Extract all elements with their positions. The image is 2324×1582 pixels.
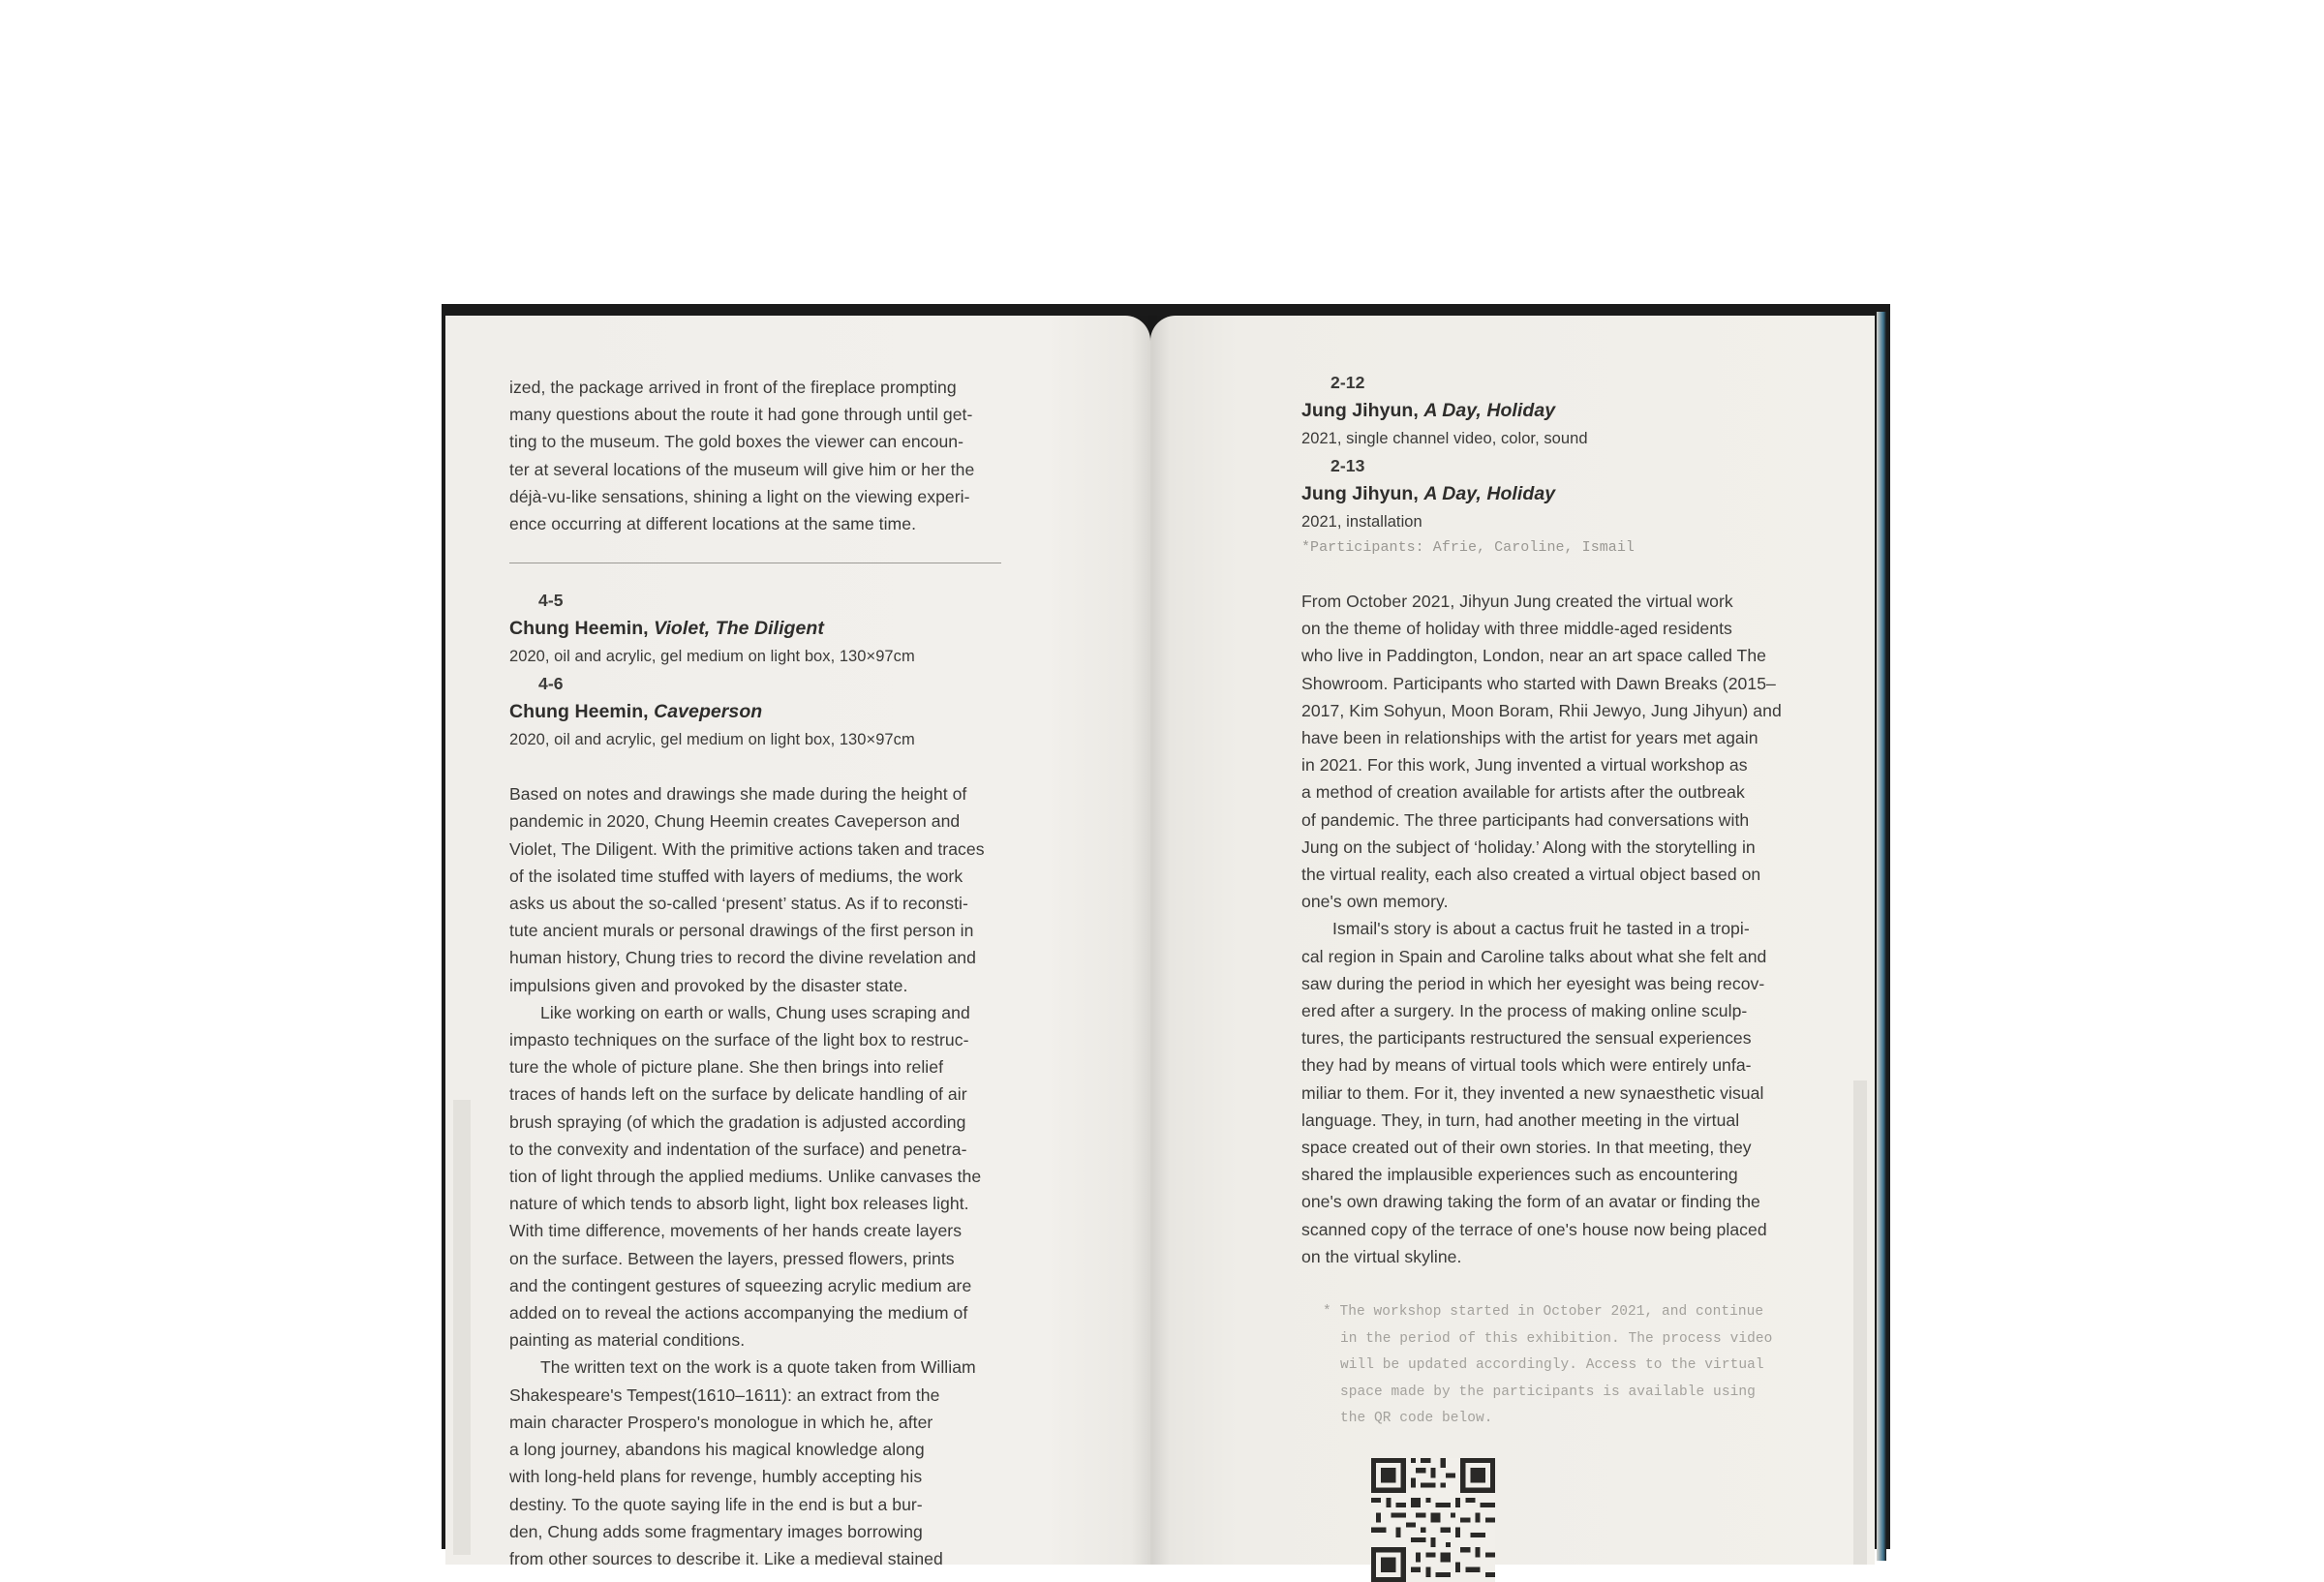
body-paragraph [509,999,1001,1354]
text-line: ered after a surgery. In the process of making online sculp- [1301,1001,1748,1021]
text-line: on the surface. Between the layers, pressed flowers, prints [509,1248,955,1268]
left-page [445,316,1150,1568]
text-line: shared the implausible experiences such as encountering [1301,1165,1738,1185]
intro-paragraph [509,374,1001,537]
text-line: have been in relationships with the artist for years met again [1301,728,1758,748]
text-line: from other sources to describe it. Like a medieval stained [509,1548,943,1568]
entry-number: 4-6 [538,674,564,694]
text-line: on the theme of holiday with three middle-aged residents [1301,619,1732,639]
text-line: many questions about the route it had gone through until get- [509,405,973,425]
text-line: tion of light through the applied mediums. Unlike canvases the [509,1167,982,1187]
text-line: human history, Chung tries to record the divine revelation and [509,948,976,968]
text-line: Shakespeare's Tempest(1610–1611): an extract from the [509,1384,940,1405]
text-line: ence occurring at different locations at the same time. [509,514,917,534]
text-line: déjà-vu-like sensations, shining a light on the viewing experi- [509,486,970,506]
text-line: nature of which tends to absorb light, light box releases light. [509,1194,969,1214]
text-line: Like working on earth or walls, Chung uses scraping and [540,1002,970,1022]
text-line: ized, the package arrived in front of the fireplace prompting [509,378,957,397]
footnote-line: the QR code below. [1340,1411,1493,1427]
body-paragraph [509,1354,1001,1572]
text-line: ture the whole of picture plane. She then brings into relief [509,1057,944,1078]
body-paragraph [509,780,1001,999]
book-gutter [1131,316,1170,1565]
entry-number: 2-12 [1330,373,1365,392]
text-line: a method of creation available for artists after the outbreak [1301,782,1745,803]
qr-code-icon[interactable] [1371,1458,1495,1582]
entry-title [509,697,1001,726]
text-line: they had by means of virtual tools which were entirely unfa- [1301,1055,1752,1076]
text-line: den, Chung adds some fragmentary images borrowing [509,1521,923,1541]
text-line: traces of hands left on the surface by delicate handling of air [509,1084,967,1105]
entry-info: 2021, single channel video, color, sound [1301,430,1588,447]
text-line: cal region in Spain and Caroline talks about what she felt and [1301,946,1767,966]
artist-name: Jung Jihyun, [1301,400,1419,421]
text-line: The written text on the work is a quote taken from William [540,1357,976,1378]
entry-title [1301,479,1797,508]
artist-name: Chung Heemin, [509,618,649,640]
open-booklet [442,304,1890,1568]
bleed-through-right [1853,1080,1867,1565]
text-line: to the convexity and indentation of the surface) and penetra- [509,1139,967,1159]
text-line: Jung on the subject of ‘holiday.’ Along with the storytelling in [1301,837,1756,857]
work-title: A Day, Holiday [1423,400,1556,421]
entry-number: 4-5 [538,591,564,611]
text-line: pandemic in 2020, Chung Heemin creates Caveperson and [509,811,961,832]
text-line: asks us about the so-called ‘present’ status. As if to reconsti- [509,894,968,914]
text-line: tute ancient murals or personal drawings of the first person in [509,921,974,941]
work-title: Caveperson [654,701,763,723]
text-line: the virtual reality, each also created a virtual object based on [1301,865,1761,885]
text-line: impulsions given and provoked by the disaster state. [509,975,908,995]
text-line: one's own memory. [1301,892,1449,912]
footnote-line: space made by the participants is available using [1340,1384,1756,1400]
text-line: language. They, in turn, had another meeting in the virtual [1301,1110,1740,1130]
body-paragraph [1301,915,1797,1270]
artwork-entry [509,670,1001,753]
work-title: Violet, The Diligent [654,618,824,640]
text-line: ting to the museum. The gold boxes the viewer can encoun- [509,432,964,452]
entry-info: 2020, oil and acrylic, gel medium on light box, 130×97cm [509,648,915,666]
footnote-line: in the period of this exhibition. The process video [1340,1330,1773,1347]
footnote-line: * The workshop started in October 2021, and continue [1323,1304,1764,1321]
text-line: destiny. To the quote saying life in the end is but a bur- [509,1494,923,1514]
artwork-entry [1301,369,1797,452]
text-line: Showroom. Participants who started with Dawn Breaks (2015– [1301,673,1776,693]
right-text-column [1301,369,1797,1433]
left-text-column [509,374,1001,1572]
text-line: tures, the participants restructured the sensual experiences [1301,1028,1752,1049]
text-line: Based on notes and drawings she made during the height of [509,784,967,805]
text-line: Ismail's story is about a cactus fruit he tasted in a tropi- [1332,919,1750,939]
entry-info: 2020, oil and acrylic, gel medium on light box, 130×97cm [509,731,915,749]
text-line: painting as material conditions. [509,1330,746,1351]
text-line: saw during the period in which her eyesight was being recov- [1301,973,1765,993]
artist-name: Jung Jihyun, [1301,483,1419,504]
entry-title [509,614,1001,643]
body-paragraph [1301,588,1797,915]
text-line: ter at several locations of the museum will give him or her the [509,459,975,479]
text-line: who live in Paddington, London, near an art space called The [1301,646,1766,666]
text-line: one's own drawing taking the form of an avatar or finding the [1301,1192,1760,1212]
text-line: space created out of their own stories. In that meeting, they [1301,1138,1752,1158]
artist-name: Chung Heemin, [509,701,649,723]
footnote-line: will be updated accordingly. Access to the virtual [1340,1357,1764,1374]
text-line: and the contingent gestures of squeezing acrylic medium are [509,1275,972,1295]
bleed-through-left [453,1100,471,1555]
work-title: A Day, Holiday [1423,483,1556,504]
text-line: miliar to them. For it, they invented a new synaesthetic visual [1301,1082,1764,1103]
text-line: brush spraying (of which the gradation is adjusted according [509,1111,966,1132]
participants-note: *Participants: Afrie, Caroline, Ismail [1301,539,1635,556]
text-line: of pandemic. The three participants had conversations with [1301,809,1750,830]
right-page [1150,316,1875,1565]
text-line: With time difference, movements of her hands create layers [509,1221,963,1241]
text-line: a long journey, abandons his magical knowledge along [509,1440,925,1460]
text-line: scanned copy of the terrace of one's house now being placed [1301,1219,1767,1239]
text-line: on the virtual skyline. [1301,1246,1462,1266]
text-line: of the isolated time stuffed with layers of mediums, the work [509,866,963,886]
text-line: added on to reveal the actions accompanying the medium of [509,1303,968,1323]
text-line: From October 2021, Jihyun Jung created the virtual work [1301,592,1733,611]
footnote [1301,1299,1789,1433]
text-line: 2017, Kim Sohyun, Moon Boram, Rhii Jewyo, Jung Jihyun) and [1301,700,1782,720]
text-line: with long-held plans for revenge, humbly accepting his [509,1467,923,1487]
entry-info: 2021, installation [1301,513,1422,531]
text-line: main character Prospero's monologue in which he, after [509,1412,933,1432]
artwork-entry [1301,452,1797,535]
book-edge [1877,312,1886,1561]
text-line: impasto techniques on the surface of the light box to restruc- [509,1030,969,1050]
entry-number: 2-13 [1330,456,1365,475]
entry-title [1301,396,1797,425]
artwork-entry [509,587,1001,670]
text-line: Violet, The Diligent. With the primitive actions taken and traces [509,838,985,859]
text-line: in 2021. For this work, Jung invented a virtual workshop as [1301,755,1748,776]
